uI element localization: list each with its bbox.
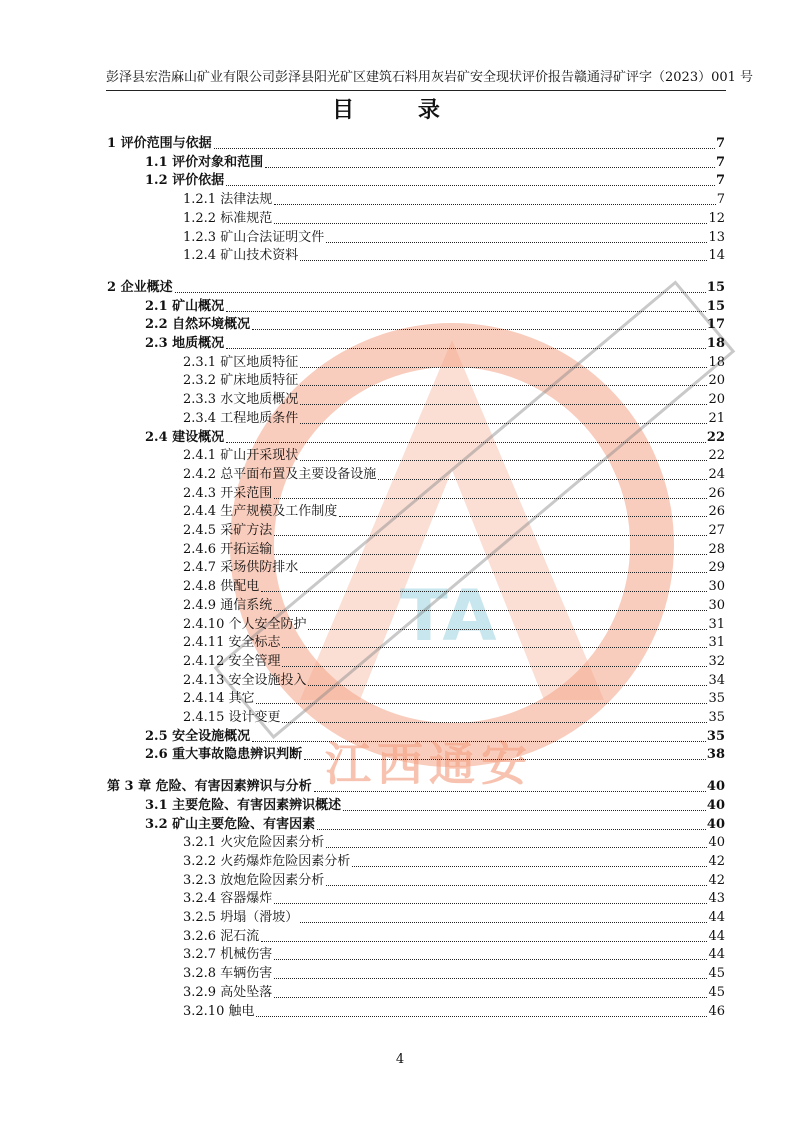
dot-leader [300, 367, 707, 368]
toc-entry[interactable] [183, 983, 725, 1001]
toc-entry-page: 21 [708, 410, 725, 426]
dot-leader [300, 404, 707, 405]
dot-leader [282, 722, 707, 723]
toc-entry-page: 17 [706, 317, 725, 333]
dot-leader [300, 922, 707, 923]
toc-entry-label: 3.2.10 触电 [183, 1003, 255, 1019]
dot-leader [256, 703, 707, 704]
toc-entry-page: 14 [708, 248, 725, 264]
dot-leader [175, 292, 706, 293]
toc-entry-page: 15 [706, 279, 725, 295]
toc-entry[interactable] [183, 371, 725, 389]
toc-entry[interactable] [183, 409, 725, 427]
toc-entry-page: 7 [715, 173, 725, 189]
toc-entry-page: 27 [708, 523, 725, 538]
toc-entry-label: 2.3.3 水文地质概况 [183, 392, 299, 408]
toc-entry-page: 22 [706, 429, 725, 445]
svg-text:TA: TA [400, 575, 497, 657]
toc-entry-label: 2.4.12 安全管理 [183, 653, 281, 669]
toc-entry-label: 1 评价范围与依据 [107, 136, 212, 151]
dot-leader [378, 479, 707, 480]
dot-leader [326, 847, 707, 848]
toc-entry-page: 35 [708, 710, 725, 725]
toc-entry-label: 3.2.2 火药爆炸危险因素分析 [183, 853, 351, 869]
toc-entry[interactable] [145, 745, 725, 763]
toc-entry-page: 15 [706, 298, 725, 314]
toc-entry-page: 40 [706, 816, 725, 832]
toc-entry[interactable] [183, 577, 725, 595]
dot-leader [343, 810, 706, 811]
toc-entry[interactable] [183, 927, 725, 945]
toc-entry-label: 2.3.1 矿区地质特征 [183, 354, 299, 370]
toc-entry[interactable] [183, 1002, 725, 1020]
dot-leader [308, 629, 707, 630]
dot-leader [252, 741, 706, 742]
toc-entry[interactable] [107, 278, 725, 296]
dot-leader [214, 148, 715, 149]
toc-entry-page: 35 [706, 728, 725, 744]
toc-entry-label: 1.2.4 矿山技术资料 [183, 248, 299, 264]
toc-entry-label: 2.4.5 采矿方法 [183, 523, 273, 538]
toc-entry-label: 第 3 章 危险、有害因素辨识与分析 [107, 779, 312, 795]
toc-entry-page: 44 [708, 910, 725, 925]
toc-entry-page: 30 [708, 579, 725, 595]
toc-entry-page: 29 [708, 560, 725, 576]
dot-leader [261, 941, 707, 942]
dot-leader [326, 242, 707, 243]
toc-entry[interactable] [183, 558, 725, 576]
dot-leader [282, 647, 707, 648]
toc-entry-label: 3.2.1 火灾危险因素分析 [183, 835, 325, 851]
toc-entry-page: 7 [716, 192, 725, 208]
toc-entry-label: 1.2.3 矿山合法证明文件 [183, 229, 325, 245]
toc-entry-page: 30 [708, 597, 725, 613]
toc-entry-label: 1.2 评价依据 [145, 173, 225, 189]
dot-leader [226, 348, 706, 349]
dot-leader [317, 829, 706, 830]
toc-entry[interactable] [183, 190, 725, 208]
toc-entry-label: 2.4.1 矿山开采现状 [183, 448, 299, 464]
page-title: 目 录 [332, 98, 468, 123]
toc-entry-label: 3.2.5 坍塌（滑坡） [183, 910, 299, 925]
page-number: 4 [395, 1052, 405, 1067]
dot-leader [274, 997, 707, 998]
toc-entry[interactable] [183, 964, 725, 982]
toc-entry[interactable] [145, 727, 725, 745]
toc-entry-page: 18 [708, 354, 725, 370]
toc-entry-page: 26 [708, 485, 725, 501]
toc-entry[interactable] [183, 633, 725, 651]
toc-entry-label: 2.3.4 工程地质条件 [183, 410, 299, 426]
dot-leader [274, 959, 707, 960]
toc-entry-page: 12 [708, 210, 725, 226]
toc-entry-page: 40 [708, 835, 725, 851]
toc-entry-label: 2.4.2 总平面布置及主要设备设施 [183, 466, 377, 482]
toc-entry-label: 1.2.1 法律法规 [183, 192, 273, 208]
toc-entry[interactable] [183, 871, 725, 889]
toc-entry-page: 20 [708, 373, 725, 389]
toc-entry[interactable] [107, 134, 725, 152]
toc-entry-page: 18 [706, 336, 725, 351]
dot-leader [226, 442, 706, 443]
toc-entry-page: 26 [708, 504, 725, 520]
dot-leader [352, 866, 707, 867]
toc-entry-label: 2.4.4 生产规模及工作制度 [183, 504, 338, 520]
toc-entry[interactable] [183, 833, 725, 851]
dot-leader [274, 535, 707, 536]
toc-entry-page: 43 [708, 891, 725, 907]
toc-entry[interactable] [183, 615, 725, 633]
toc-entry[interactable] [183, 945, 725, 963]
toc-entry-page: 7 [715, 154, 725, 170]
dot-leader [274, 903, 707, 904]
dot-leader [256, 1016, 707, 1017]
dot-leader [300, 460, 707, 461]
toc-entry-label: 2.4.10 个人安全防护 [183, 616, 307, 632]
dot-leader [274, 554, 707, 555]
toc-entry-label: 2.4 建设概况 [145, 429, 225, 445]
toc-entry[interactable] [183, 209, 725, 227]
toc-entry-label: 2.4.7 采场供防排水 [183, 560, 299, 576]
toc-entry-page: 34 [708, 672, 725, 688]
toc-entry-label: 2.4.14 其它 [183, 691, 255, 707]
toc-entry-label: 3.2.3 放炮危险因素分析 [183, 872, 325, 888]
toc-entry-page: 32 [708, 653, 725, 669]
toc-entry-label: 2.4.8 供配电 [183, 579, 260, 595]
toc-entry-page: 42 [708, 853, 725, 869]
toc-entry[interactable] [183, 596, 725, 614]
dot-leader [274, 204, 716, 205]
toc-entry[interactable] [145, 315, 725, 333]
toc-entry[interactable] [145, 334, 725, 352]
dot-leader [226, 311, 706, 312]
toc-entry-label: 3.2.6 泥石流 [183, 928, 260, 944]
toc-entry-page: 31 [708, 635, 725, 651]
toc-entry-page: 31 [708, 616, 725, 632]
toc-entry[interactable] [145, 815, 725, 833]
toc-entry-label: 2.1 矿山概况 [145, 298, 225, 314]
toc-entry-page: 35 [708, 691, 725, 707]
toc-entry-label: 2 企业概述 [107, 279, 173, 295]
toc-entry[interactable] [183, 708, 725, 726]
dot-leader [300, 385, 707, 386]
toc-entry-page: 40 [706, 797, 725, 813]
dot-leader [300, 423, 707, 424]
toc-entry-page: 44 [708, 947, 725, 963]
dot-leader [304, 759, 706, 760]
toc-entry[interactable] [107, 777, 725, 795]
toc-entry-label: 2.4.15 设计变更 [183, 710, 281, 725]
toc-entry[interactable] [183, 465, 725, 483]
toc-entry-label: 2.4.9 通信系统 [183, 597, 273, 613]
header-report-title: 彭泽县宏浩麻山矿业有限公司彭泽县阳光矿区建筑石料用灰岩矿安全现状评价报告 [106, 70, 575, 85]
toc-entry-page: 40 [706, 779, 725, 795]
toc-entry[interactable] [183, 353, 725, 371]
toc-entry-label: 3.2.4 容器爆炸 [183, 891, 273, 907]
dot-leader [274, 978, 707, 979]
dot-leader [274, 223, 707, 224]
toc-entry-label: 3.2.7 机械伤害 [183, 947, 273, 963]
toc-entry-label: 2.4.6 开拓运输 [183, 541, 273, 557]
toc-entry-page: 20 [708, 392, 725, 408]
toc-entry-label: 2.4.13 安全设施投入 [183, 672, 307, 688]
toc-entry-page: 38 [706, 747, 725, 763]
dot-leader [308, 685, 707, 686]
toc-entry[interactable] [183, 540, 725, 558]
toc-entry-page: 13 [708, 229, 725, 245]
toc-entry-page: 45 [708, 984, 725, 1000]
dot-leader [226, 185, 715, 186]
toc-entry[interactable] [183, 852, 725, 870]
toc-entry-label: 1.1 评价对象和范围 [145, 154, 264, 170]
toc-entry[interactable] [183, 502, 725, 520]
toc-entry-label: 3.2 矿山主要危险、有害因素 [145, 816, 316, 832]
header-report-number: 赣通浔矿评字（2023）001 号 [574, 70, 754, 85]
dot-leader [274, 498, 707, 499]
toc-entry[interactable] [145, 297, 725, 315]
toc-entry[interactable] [145, 171, 725, 189]
toc-entry[interactable] [183, 652, 725, 670]
dot-leader [300, 572, 707, 573]
toc-entry[interactable] [183, 671, 725, 689]
toc-entry[interactable] [145, 153, 725, 171]
toc-entry[interactable] [145, 428, 725, 446]
toc-entry-page: 22 [708, 448, 725, 464]
dot-leader [314, 791, 706, 792]
toc-entry-page: 24 [708, 466, 725, 482]
dot-leader [282, 666, 707, 667]
toc-entry[interactable] [183, 908, 725, 926]
dot-leader [339, 516, 707, 517]
toc-entry-label: 2.4.3 开采范围 [183, 485, 273, 501]
toc-entry-label: 2.4.11 安全标志 [183, 635, 281, 651]
toc-entry[interactable] [145, 796, 725, 814]
toc-entry-label: 2.3 地质概况 [145, 336, 225, 351]
toc-entry-label: 2.5 安全设施概况 [145, 728, 251, 744]
toc-entry-label: 2.6 重大事故隐患辨识判断 [145, 747, 303, 763]
toc-entry-label: 2.2 自然环境概况 [145, 317, 251, 333]
toc-entry-label: 3.2.9 高处坠落 [183, 984, 273, 1000]
toc-entry-label: 1.2.2 标准规范 [183, 210, 273, 226]
toc-entry-label: 3.2.8 车辆伤害 [183, 966, 273, 982]
svg-text:江西通安: 江西通安 [325, 737, 533, 791]
toc-entry[interactable] [183, 889, 725, 907]
toc-entry-page: 45 [708, 966, 725, 982]
toc-entry[interactable] [183, 228, 725, 246]
toc-entry[interactable] [183, 484, 725, 502]
dot-leader [300, 260, 707, 261]
toc-entry[interactable] [183, 390, 725, 408]
toc-entry-label: 2.3.2 矿床地质特征 [183, 373, 299, 389]
toc-entry[interactable] [183, 689, 725, 707]
dot-leader [265, 167, 715, 168]
dot-leader [261, 591, 707, 592]
dot-leader [326, 885, 707, 886]
dot-leader [252, 329, 706, 330]
dot-leader [274, 610, 707, 611]
toc-entry[interactable] [183, 246, 725, 264]
toc-entry-page: 44 [708, 928, 725, 944]
toc-entry[interactable] [183, 521, 725, 539]
toc-entry-page: 7 [715, 136, 725, 151]
toc-entry-page: 46 [708, 1003, 725, 1019]
toc-entry-label: 3.1 主要危险、有害因素辨识概述 [145, 797, 342, 813]
toc-entry[interactable] [183, 446, 725, 464]
toc-entry-page: 28 [708, 541, 725, 557]
toc-entry-page: 42 [708, 872, 725, 888]
